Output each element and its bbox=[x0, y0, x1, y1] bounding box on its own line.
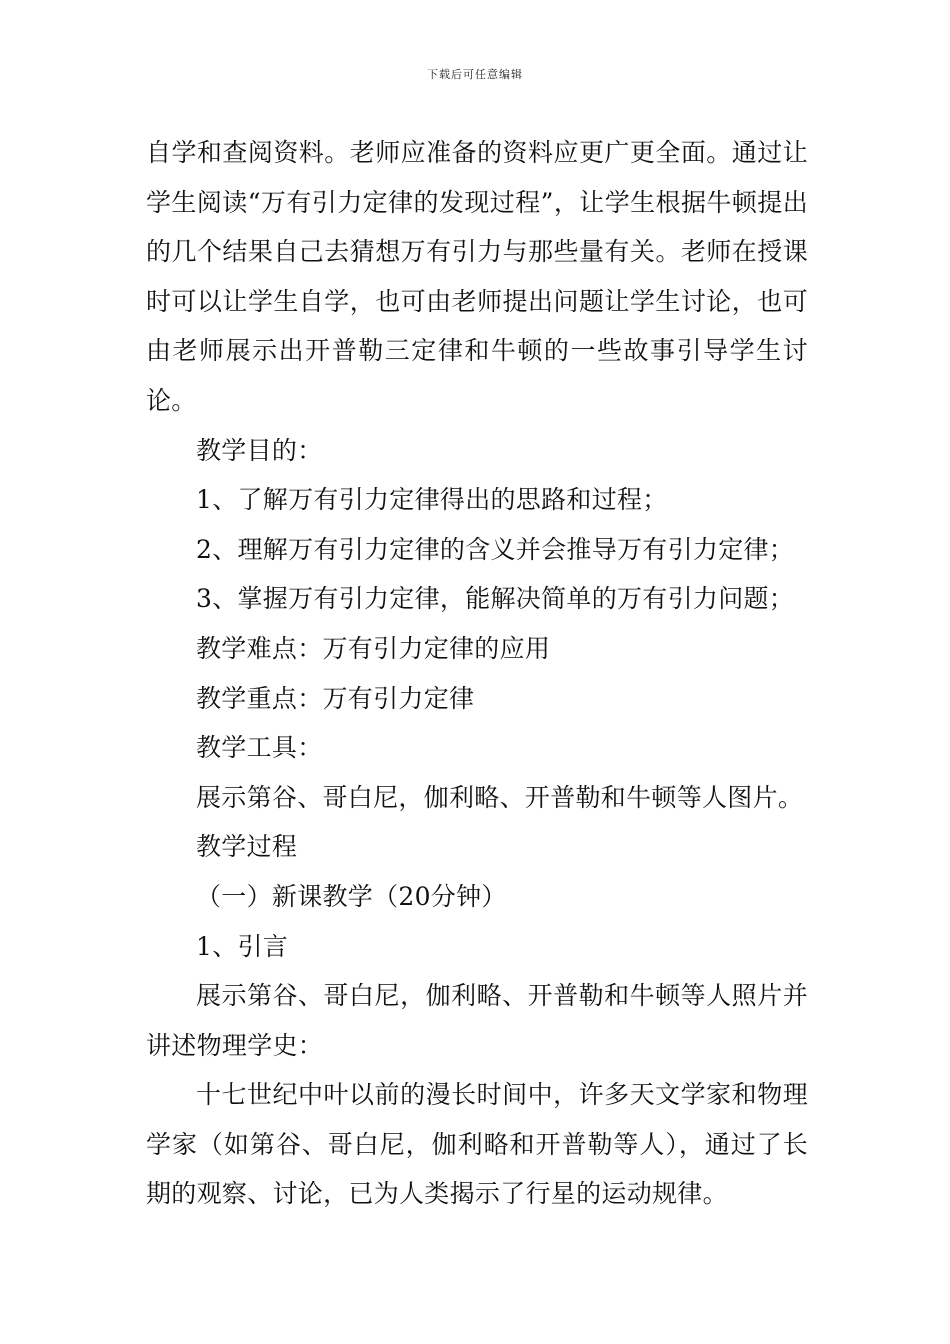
document-body bbox=[146, 128, 808, 1219]
teaching-focus: 教学重点：万有引力定律 bbox=[196, 683, 475, 713]
heading-teaching-process: 教学过程 bbox=[196, 832, 298, 862]
heading-teaching-objectives: 教学目的： bbox=[196, 435, 323, 465]
teaching-difficulty: 教学难点：万有引力定律的应用 bbox=[196, 633, 551, 663]
objective-item-3: 3、掌握万有引力定律，能解决简单的万有引力问题； bbox=[196, 584, 795, 614]
objective-item-2: 2、理解万有引力定律的含义并会推导万有引力定律； bbox=[196, 534, 795, 564]
paragraph-intro-continued: 自学和查阅资料。老师应准备的资料应更广更全面。通过让学生阅读“万有引力定律的发现过程”，让学生根据牛顿提出的几个结果自己去猜想万有引力与那些量有关。老师在授课时可以让学生自学，也可由老师提出问题让学生讨论，也可由老师展示出开普勒三定律和牛顿的一些故事引导学生讨论。 bbox=[146, 138, 808, 415]
paragraph-history: 十七世纪中叶以前的漫长时间中，许多天文学家和物理学家（如第谷、哥白尼，伽利略和开普勒等人），通过了长期的观察、讨论，已为人类揭示了行星的运动规律。 bbox=[146, 1080, 808, 1209]
paragraph-show-photos: 展示第谷、哥白尼，伽利略、开普勒和牛顿等人照片并讲述物理学史： bbox=[146, 981, 808, 1060]
section-new-lesson: （一）新课教学（20分钟） bbox=[196, 881, 507, 911]
heading-teaching-tools: 教学工具： bbox=[196, 733, 323, 763]
subsection-introduction: 1、引言 bbox=[196, 931, 289, 961]
page-header-note: 下载后可任意编辑 bbox=[427, 68, 523, 81]
teaching-tools-description: 展示第谷、哥白尼，伽利略、开普勒和牛顿等人图片。 bbox=[196, 782, 804, 812]
objective-item-1: 1、了解万有引力定律得出的思路和过程； bbox=[196, 485, 668, 515]
